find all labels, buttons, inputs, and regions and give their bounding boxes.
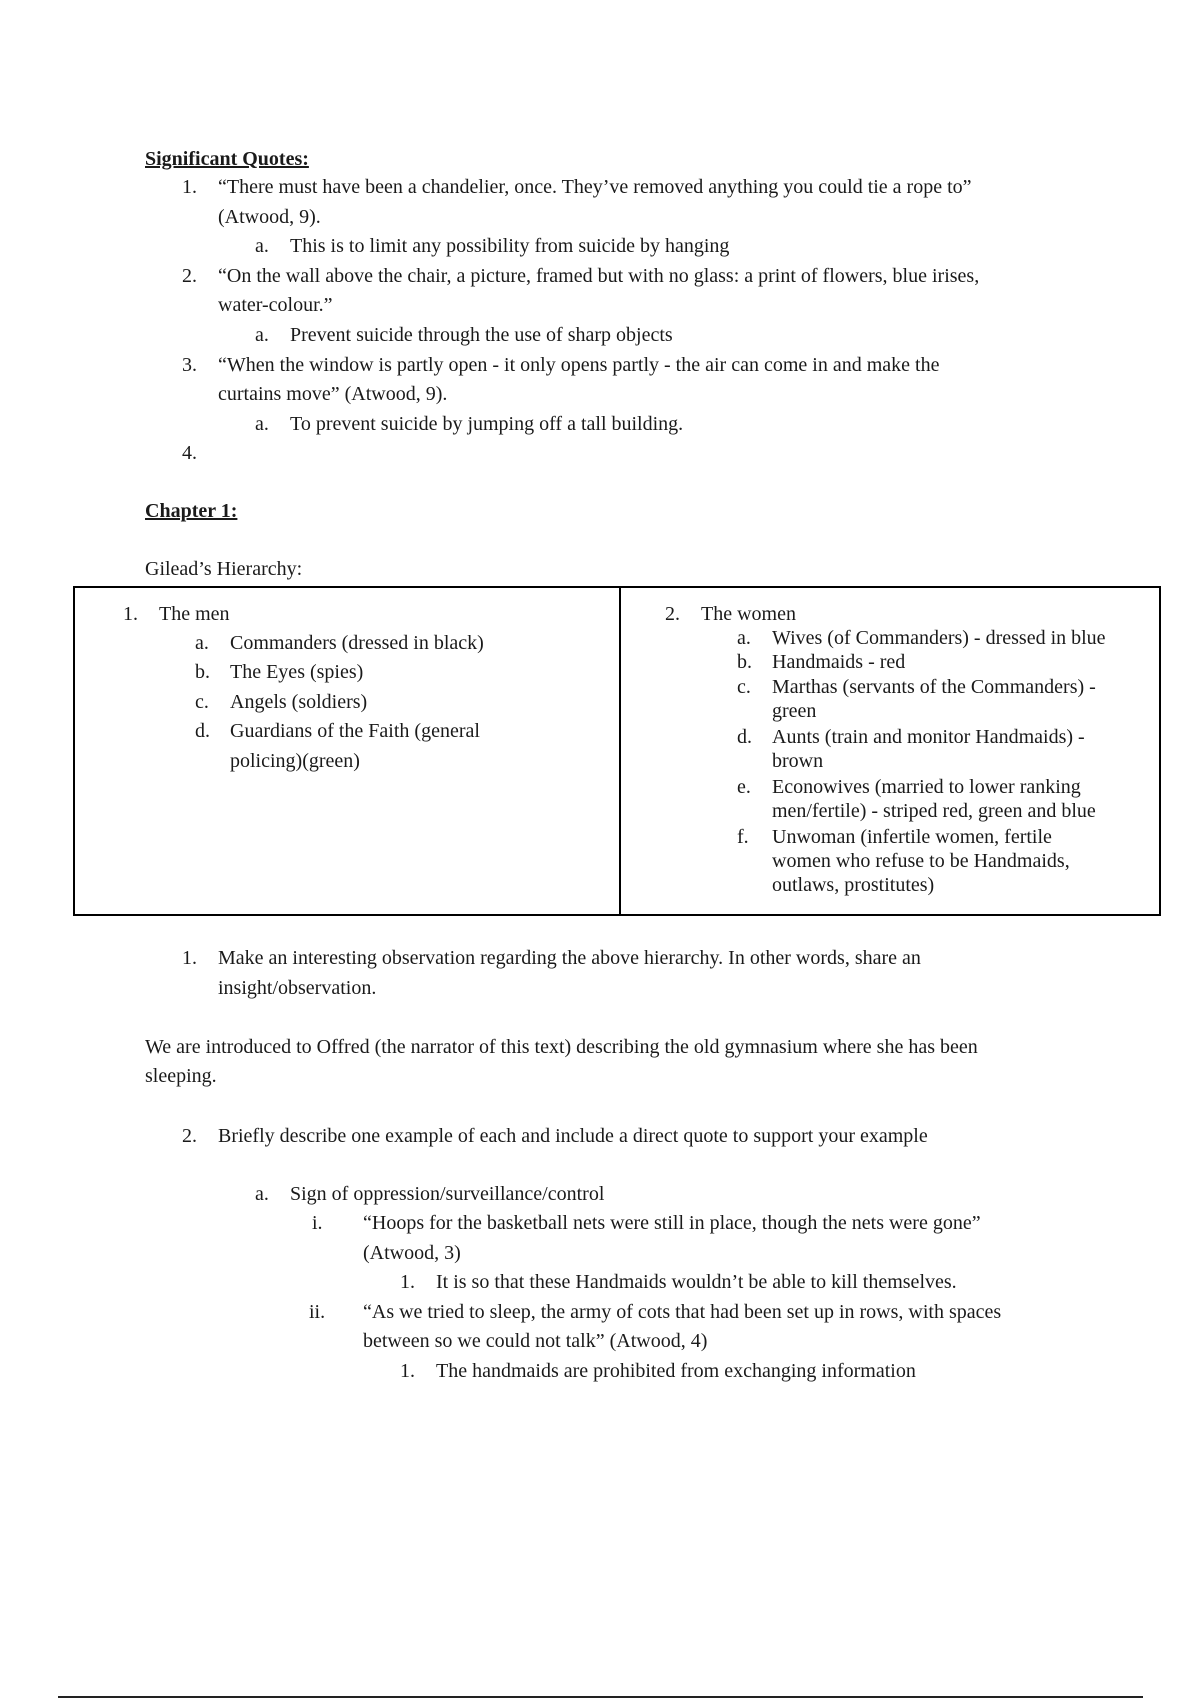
women-item: Marthas (servants of the Commanders) - xyxy=(772,676,1096,698)
question-number: 1. xyxy=(182,947,197,969)
men-title: The men xyxy=(159,603,230,625)
list-number: 2. xyxy=(665,603,680,625)
quote-number: 2. xyxy=(182,265,197,287)
table-divider xyxy=(619,588,621,914)
question-text: Make an interesting observation regarding the above hierarchy. In other words, share an xyxy=(218,947,921,969)
women-item: men/fertile) - striped red, green and blue xyxy=(772,800,1096,822)
quote-text: between so we could not talk” (Atwood, 4) xyxy=(363,1330,708,1352)
list-marker: e. xyxy=(737,776,751,798)
quote-number: 3. xyxy=(182,354,197,376)
list-marker: d. xyxy=(737,726,752,748)
list-marker: b. xyxy=(737,651,752,673)
quote-note: This is to limit any possibility from suicide by hanging xyxy=(290,235,730,257)
women-item: green xyxy=(772,700,817,722)
men-item: Angels (soldiers) xyxy=(230,691,368,713)
quote-text: (Atwood, 9). xyxy=(218,206,321,228)
list-marker: a. xyxy=(195,632,209,654)
quote-text: “Hoops for the basketball nets were still in place, though the nets were gone” xyxy=(363,1212,981,1234)
quote-text: “There must have been a chandelier, once. They’ve removed anything you could tie a rope to” xyxy=(218,176,972,198)
quote-text: “When the window is partly open - it only opens partly - the air can come in and make the xyxy=(218,354,940,376)
quote-note: The handmaids are prohibited from exchanging information xyxy=(436,1360,916,1382)
quote-number: 4. xyxy=(182,442,197,464)
roman-marker: i. xyxy=(312,1212,323,1234)
men-item: Commanders (dressed in black) xyxy=(230,632,484,654)
quote-note: It is so that these Handmaids wouldn’t be able to kill themselves. xyxy=(436,1271,957,1293)
sub-marker: a. xyxy=(255,413,269,435)
question-text: insight/observation. xyxy=(218,977,377,999)
women-item: Econowives (married to lower ranking xyxy=(772,776,1081,798)
sub-marker: a. xyxy=(255,235,269,257)
women-item: Wives (of Commanders) - dressed in blue xyxy=(772,627,1106,649)
page-bottom-rule xyxy=(58,1696,1143,1698)
note-marker: 1. xyxy=(400,1271,415,1293)
sub-marker: a. xyxy=(255,1183,269,1205)
list-marker: c. xyxy=(737,676,751,698)
quote-text: “On the wall above the chair, a picture, framed but with no glass: a print of flowers, blue irises, xyxy=(218,265,980,287)
women-title: The women xyxy=(701,603,796,625)
quote-text: water-colour.” xyxy=(218,294,333,316)
list-marker: c. xyxy=(195,691,209,713)
significant-quotes-heading: Significant Quotes: xyxy=(145,148,309,170)
women-item: Aunts (train and monitor Handmaids) - xyxy=(772,726,1085,748)
men-item: The Eyes (spies) xyxy=(230,661,364,683)
question-text: Briefly describe one example of each and include a direct quote to support your example xyxy=(218,1125,928,1147)
men-item: Guardians of the Faith (general xyxy=(230,720,480,742)
quote-text: “As we tried to sleep, the army of cots that had been set up in rows, with spaces xyxy=(363,1301,1002,1323)
list-number: 1. xyxy=(123,603,138,625)
list-marker: f. xyxy=(737,826,749,848)
list-marker: d. xyxy=(195,720,210,742)
sub-marker: a. xyxy=(255,324,269,346)
intro-paragraph: sleeping. xyxy=(145,1065,217,1087)
women-item: Unwoman (infertile women, fertile xyxy=(772,826,1052,848)
women-item: Handmaids - red xyxy=(772,651,906,673)
roman-marker: ii. xyxy=(309,1301,326,1323)
list-marker: a. xyxy=(737,627,751,649)
quote-text: (Atwood, 3) xyxy=(363,1242,461,1264)
quote-number: 1. xyxy=(182,176,197,198)
quote-note: To prevent suicide by jumping off a tall building. xyxy=(290,413,684,435)
hierarchy-label: Gilead’s Hierarchy: xyxy=(145,558,303,580)
chapter-heading: Chapter 1: xyxy=(145,500,238,522)
quote-text: curtains move” (Atwood, 9). xyxy=(218,383,448,405)
women-item: women who refuse to be Handmaids, xyxy=(772,850,1070,872)
men-item: policing)(green) xyxy=(230,750,360,772)
intro-paragraph: We are introduced to Offred (the narrator of this text) describing the old gymnasium where she has been xyxy=(145,1036,978,1058)
list-marker: b. xyxy=(195,661,210,683)
women-item: brown xyxy=(772,750,824,772)
note-marker: 1. xyxy=(400,1360,415,1382)
women-item: outlaws, prostitutes) xyxy=(772,874,935,896)
question-number: 2. xyxy=(182,1125,197,1147)
sub-heading: Sign of oppression/surveillance/control xyxy=(290,1183,605,1205)
quote-note: Prevent suicide through the use of sharp objects xyxy=(290,324,673,346)
hierarchy-table xyxy=(73,586,1161,916)
